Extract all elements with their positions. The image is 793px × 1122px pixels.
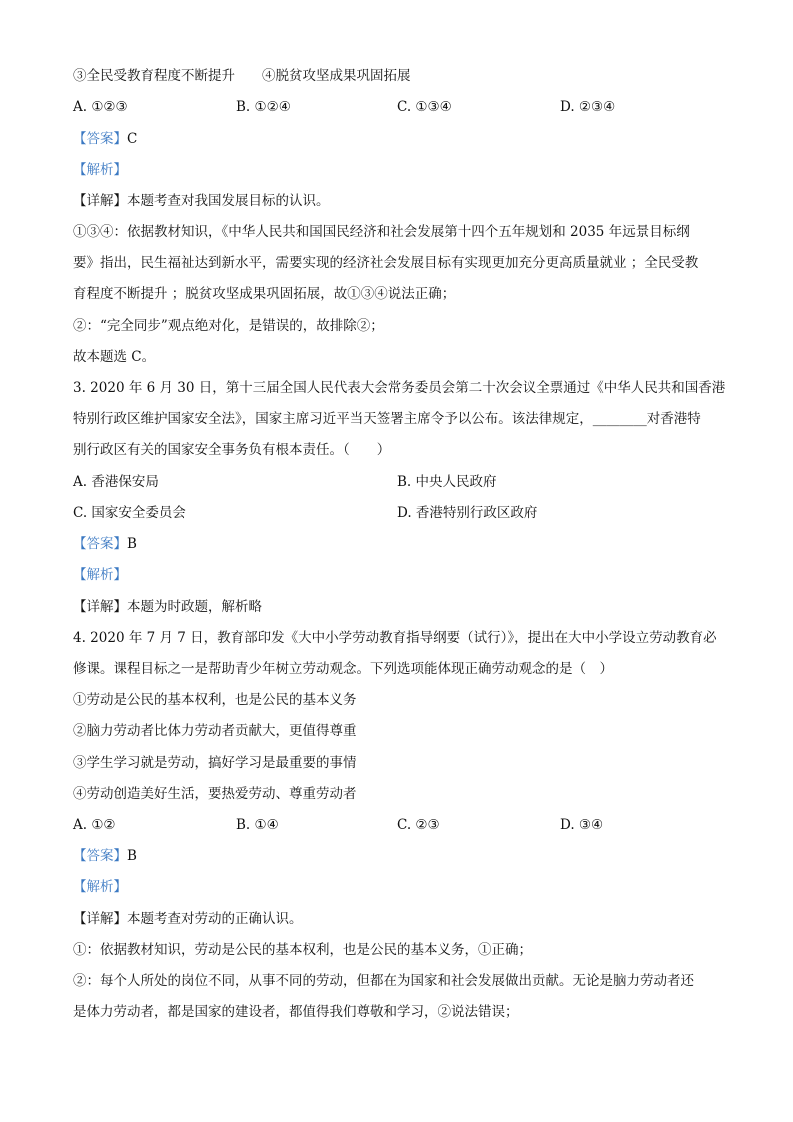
answer-value: B bbox=[127, 536, 137, 552]
q2-detail-line: 故本题选 C。 bbox=[73, 349, 156, 365]
q4-detail-line: 是体力劳动者，都是国家的建设者，都值得我们尊敬和学习，②说法错误； bbox=[73, 1004, 519, 1020]
q4-item: ④劳动创造美好生活，要热爱劳动、尊重劳动者 bbox=[73, 786, 357, 802]
q4-stem-line: 修课。课程目标之一是帮助青少年树立劳动观念。下列选项能体现正确劳动观念的是（ ） bbox=[73, 661, 613, 677]
q4-stem-line: 4. 2020 年 7 月 7 日，教育部印发《大中小学劳动教育指导纲要（试行）》，提出在大中小学设立劳动教育必 bbox=[73, 630, 717, 646]
q2-analysis-tag: 【解析】 bbox=[73, 162, 127, 178]
answer-tag: 【答案】 bbox=[73, 848, 127, 864]
q3-option-a: A. 香港保安局 bbox=[73, 474, 159, 490]
q4-item: ③学生学习就是劳动，搞好学习是最重要的事情 bbox=[73, 755, 357, 771]
q3-stem-line: 3. 2020 年 6 月 30 日，第十三届全国人民代表大会常务委员会第二十次会议全票通过《中华人民共和国香港 bbox=[73, 380, 726, 396]
q3-detail-line: 【详解】本题为时政题，解析略 bbox=[73, 599, 262, 615]
q2-option-c: C. ①③④ bbox=[397, 99, 452, 115]
answer-tag: 【答案】 bbox=[73, 131, 127, 147]
q3-option-b: B. 中央人民政府 bbox=[397, 474, 497, 490]
q4-answer bbox=[73, 846, 137, 866]
q2-option-d: D. ②③④ bbox=[560, 99, 616, 115]
q4-item: ①劳动是公民的基本权利，也是公民的基本义务 bbox=[73, 692, 357, 708]
q2-detail-line: ②：“完全同步”观点绝对化，是错误的，故排除②； bbox=[73, 318, 384, 334]
q3-options-row bbox=[73, 472, 733, 492]
q3-options-row bbox=[73, 503, 733, 523]
q3-stem-line: 特别行政区维护国家安全法》，国家主席习近平当天签署主席令予以公布。该法律规定，________对香港特 bbox=[73, 411, 701, 427]
q3-stem-line: 别行政区有关的国家安全事务负有根本责任。（ ） bbox=[73, 442, 391, 458]
q3-option-c: C. 国家安全委员会 bbox=[73, 505, 186, 521]
q2-items-line: ③全民受教育程度不断提升 ④脱贫攻坚成果巩固拓展 bbox=[73, 68, 411, 84]
q4-option-b: B. ①④ bbox=[236, 817, 279, 833]
q2-detail-line: 要》指出，民生福祉达到新水平，需要实现的经济社会发展目标有实现更加充分更高质量就业 ；全民受教 bbox=[73, 255, 699, 271]
q4-analysis-tag: 【解析】 bbox=[73, 879, 127, 895]
q4-options bbox=[73, 815, 733, 835]
q4-option-d: D. ③④ bbox=[560, 817, 604, 833]
q3-option-d: D. 香港特别行政区政府 bbox=[397, 505, 538, 521]
q4-option-a: A. ①② bbox=[73, 817, 116, 833]
answer-tag: 【答案】 bbox=[73, 536, 127, 552]
answer-value: B bbox=[127, 848, 137, 864]
answer-value: C bbox=[127, 131, 138, 147]
q3-analysis-tag: 【解析】 bbox=[73, 567, 127, 583]
q2-detail-line: 【详解】本题考查对我国发展目标的认识。 bbox=[73, 193, 330, 209]
q4-option-c: C. ②③ bbox=[397, 817, 440, 833]
q2-options bbox=[73, 97, 733, 117]
q4-item: ②脑力劳动者比体力劳动者贡献大，更值得尊重 bbox=[73, 723, 357, 739]
q2-detail-line: ①③④：依据教材知识，《中华人民共和国国民经济和社会发展第十四个五年规划和 2035 年远景目标纲 bbox=[73, 224, 690, 240]
q2-detail-line: 育程度不断提升 ；脱贫攻坚成果巩固拓展，故①③④说法正确； bbox=[73, 286, 456, 302]
q4-detail-line: ①：依据教材知识，劳动是公民的基本权利，也是公民的基本义务，①正确； bbox=[73, 942, 532, 958]
q2-option-a: A. ①②③ bbox=[73, 99, 128, 115]
q2-option-b: B. ①②④ bbox=[236, 99, 291, 115]
q4-detail-line: ②：每个人所处的岗位不同，从事不同的劳动，但都在为国家和社会发展做出贡献。无论是脑力劳动者还 bbox=[73, 973, 694, 989]
q3-answer bbox=[73, 534, 137, 554]
q4-detail-line: 【详解】本题考查对劳动的正确认识。 bbox=[73, 911, 303, 927]
q2-answer bbox=[73, 129, 137, 149]
